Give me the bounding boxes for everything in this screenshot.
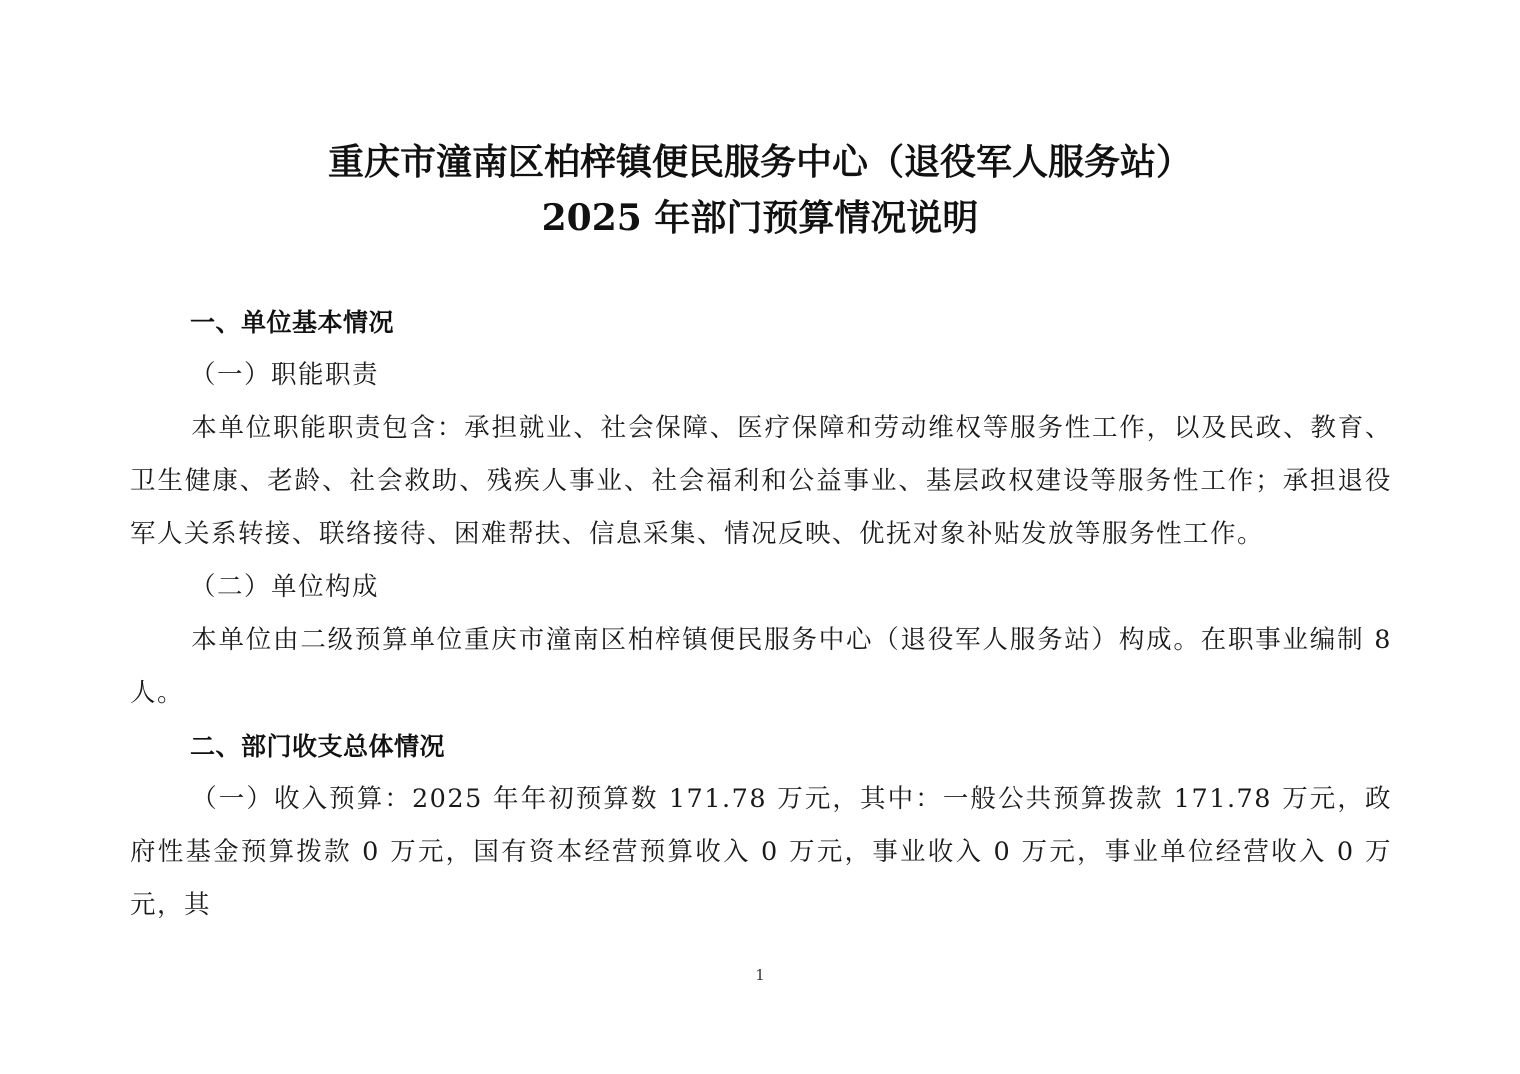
document-title-line-2: 2025 年部门预算情况说明	[541, 197, 979, 239]
page-number: 1	[755, 966, 765, 984]
section-2-sub-1-paragraph: （一）收入预算：2025 年年初预算数 171.78 万元，其中：一般公共预算拨款 171.78 万元，政府性基金预算拨款 0 万元，国有资本经营预算收入 0 万元，事业收入 0 万元，事业单位经营收入 0 万元，其	[130, 784, 1392, 920]
section-1-sub-1-heading: （一）职能职责	[190, 360, 380, 390]
section-1-heading: 一、单位基本情况	[190, 308, 395, 337]
section-1-sub-1-paragraph: 本单位职能职责包含：承担就业、社会保障、医疗保障和劳动维权等服务性工作，以及民政、教育、卫生健康、老龄、社会救助、残疾人事业、社会福利和公益事业、基层政权建设等服务性工作；承担退役军人关系转接、联络接待、困难帮扶、信息采集、情况反映、优抚对象补贴发放等服务性工作。	[130, 413, 1392, 549]
section-2-heading: 二、部门收支总体情况	[190, 732, 446, 761]
document-title-line-1: 重庆市潼南区柏梓镇便民服务中心（退役军人服务站）	[327, 141, 1192, 183]
section-1-sub-2-heading: （二）单位构成	[190, 572, 380, 602]
section-1-sub-2-paragraph: 本单位由二级预算单位重庆市潼南区柏梓镇便民服务中心（退役军人服务站）构成。在职事业编制 8 人。	[130, 625, 1392, 708]
document-body	[130, 296, 1392, 932]
